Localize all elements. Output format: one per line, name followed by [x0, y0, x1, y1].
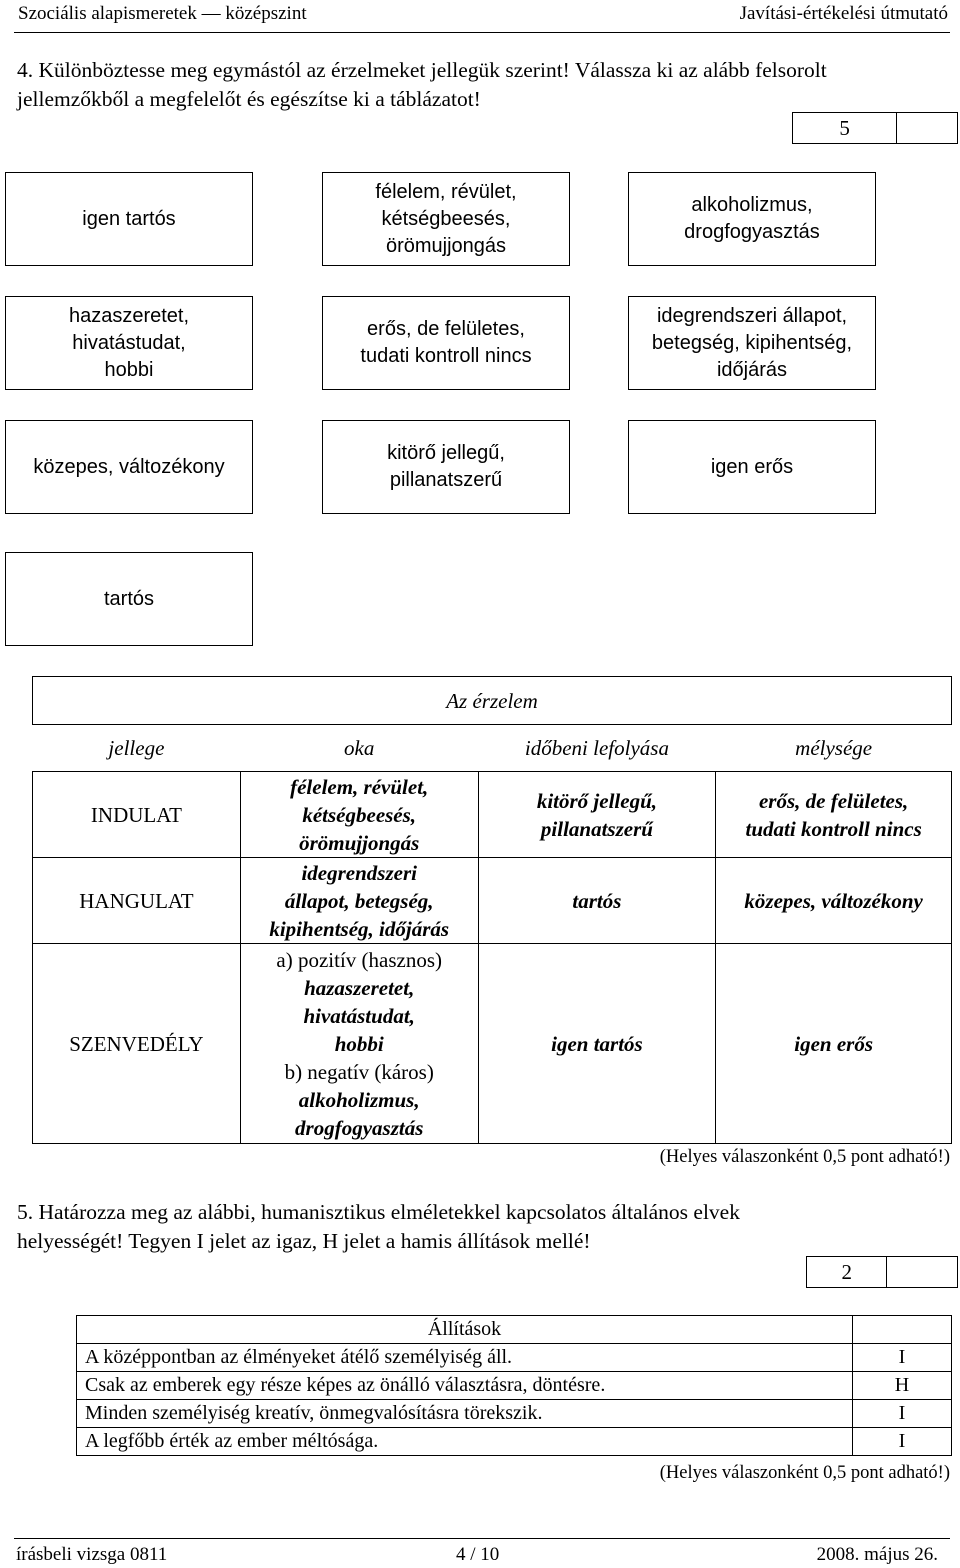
- task4-text-line2: jellemzőkből a megfelelőt és egészítse ki a táblázatot!: [17, 87, 481, 111]
- table-title: Az érzelem: [33, 677, 952, 725]
- emotion-depth: közepes, változékony: [716, 858, 952, 944]
- feature-card: közepes, változékony: [5, 420, 253, 514]
- statement-answer: I: [853, 1428, 952, 1456]
- emotion-type: SZENVEDÉLY: [33, 944, 241, 1144]
- header-rule: [14, 32, 950, 33]
- statements-table: [76, 1315, 952, 1456]
- statement-text: A középpontban az élményeket átélő személyiség áll.: [77, 1344, 853, 1372]
- column-header: időbeni lefolyása: [524, 736, 669, 760]
- footer-exam-code: írásbeli vizsga 0811: [16, 1544, 168, 1565]
- statement-answer: I: [853, 1344, 952, 1372]
- footer-date: 2008. május 26.: [816, 1544, 938, 1565]
- emotion-depth: erős, de felületes, tudati kontroll nincs: [716, 772, 952, 858]
- emotion-table: [32, 676, 952, 1144]
- table-row: [77, 1344, 952, 1372]
- header-subject: Szociális alapismeretek — középszint: [18, 3, 307, 24]
- statements-header: Állítások: [77, 1316, 853, 1344]
- column-header: mélysége: [795, 736, 873, 760]
- task5-score-box: [806, 1256, 958, 1288]
- task4-scoring-note: (Helyes válaszonként 0,5 pont adható!): [659, 1147, 950, 1167]
- emotion-type: HANGULAT: [33, 858, 241, 944]
- task4-score-box: [792, 112, 958, 144]
- statement-text: Minden személyiség kreatív, önmegvalósításra törekszik.: [77, 1400, 853, 1428]
- task4-text-line1: 4. Különböztesse meg egymástól az érzelmeket jellegük szerint! Válassza ki az alább felsorolt: [17, 58, 827, 82]
- statement-answer: I: [853, 1400, 952, 1428]
- emotion-duration: tartós: [478, 858, 716, 944]
- feature-card: erős, de felületes, tudati kontroll nincs: [322, 296, 570, 390]
- statement-answer: H: [853, 1372, 952, 1400]
- table-row: [33, 858, 952, 944]
- column-header: jellege: [108, 736, 165, 760]
- feature-card: tartós: [5, 552, 253, 646]
- task4-instructions: [17, 56, 827, 114]
- emotion-depth: igen erős: [716, 944, 952, 1144]
- emotion-cause: idegrendszeri állapot, betegség, kipihentség, időjárás: [240, 858, 478, 944]
- statement-text: Csak az emberek egy része képes az önálló választásra, döntésre.: [77, 1372, 853, 1400]
- emotion-type: INDULAT: [33, 772, 241, 858]
- table-row: [33, 944, 952, 1144]
- feature-card: hazaszeretet, hivatástudat, hobbi: [5, 296, 253, 390]
- task5-points: 2: [807, 1257, 887, 1287]
- emotion-duration: igen tartós: [478, 944, 716, 1144]
- feature-card: igen erős: [628, 420, 876, 514]
- header-guide-title: Javítási-értékelési útmutató: [739, 3, 948, 24]
- footer-rule: [14, 1538, 950, 1539]
- task4-score-field: [897, 113, 957, 143]
- feature-card: igen tartós: [5, 172, 253, 266]
- task5-scoring-note: (Helyes válaszonként 0,5 pont adható!): [659, 1463, 950, 1483]
- footer-page-number: 4 / 10: [456, 1544, 500, 1565]
- table-row: [77, 1372, 952, 1400]
- table-row: [77, 1400, 952, 1428]
- task5-instructions: [17, 1198, 740, 1256]
- task5-score-field: [887, 1257, 957, 1287]
- page-header: [0, 0, 960, 50]
- feature-card: alkoholizmus, drogfogyasztás: [628, 172, 876, 266]
- emotion-cause: a) pozitív (hasznos) hazaszeretet, hivatástudat, hobbi b) negatív (káros) alkoholizmus, drogfogyasztás: [240, 944, 478, 1144]
- emotion-cause: félelem, révület, kétségbeesés, örömujjongás: [240, 772, 478, 858]
- task5-text-line2: helyességét! Tegyen I jelet az igaz, H jelet a hamis állítások mellé!: [17, 1229, 591, 1253]
- task4-points: 5: [793, 113, 897, 143]
- feature-card: félelem, révület, kétségbeesés, örömujjongás: [322, 172, 570, 266]
- feature-card: kitörő jellegű, pillanatszerű: [322, 420, 570, 514]
- column-header: oka: [344, 736, 375, 760]
- emotion-duration: kitörő jellegű, pillanatszerű: [478, 772, 716, 858]
- feature-card: idegrendszeri állapot, betegség, kipihentség, időjárás: [628, 296, 876, 390]
- table-row: [33, 772, 952, 858]
- table-row: [77, 1428, 952, 1456]
- statement-text: A legfőbb érték az ember méltósága.: [77, 1428, 853, 1456]
- task5-text-line1: 5. Határozza meg az alábbi, humanisztikus elméletekkel kapcsolatos általános elvek: [17, 1200, 740, 1224]
